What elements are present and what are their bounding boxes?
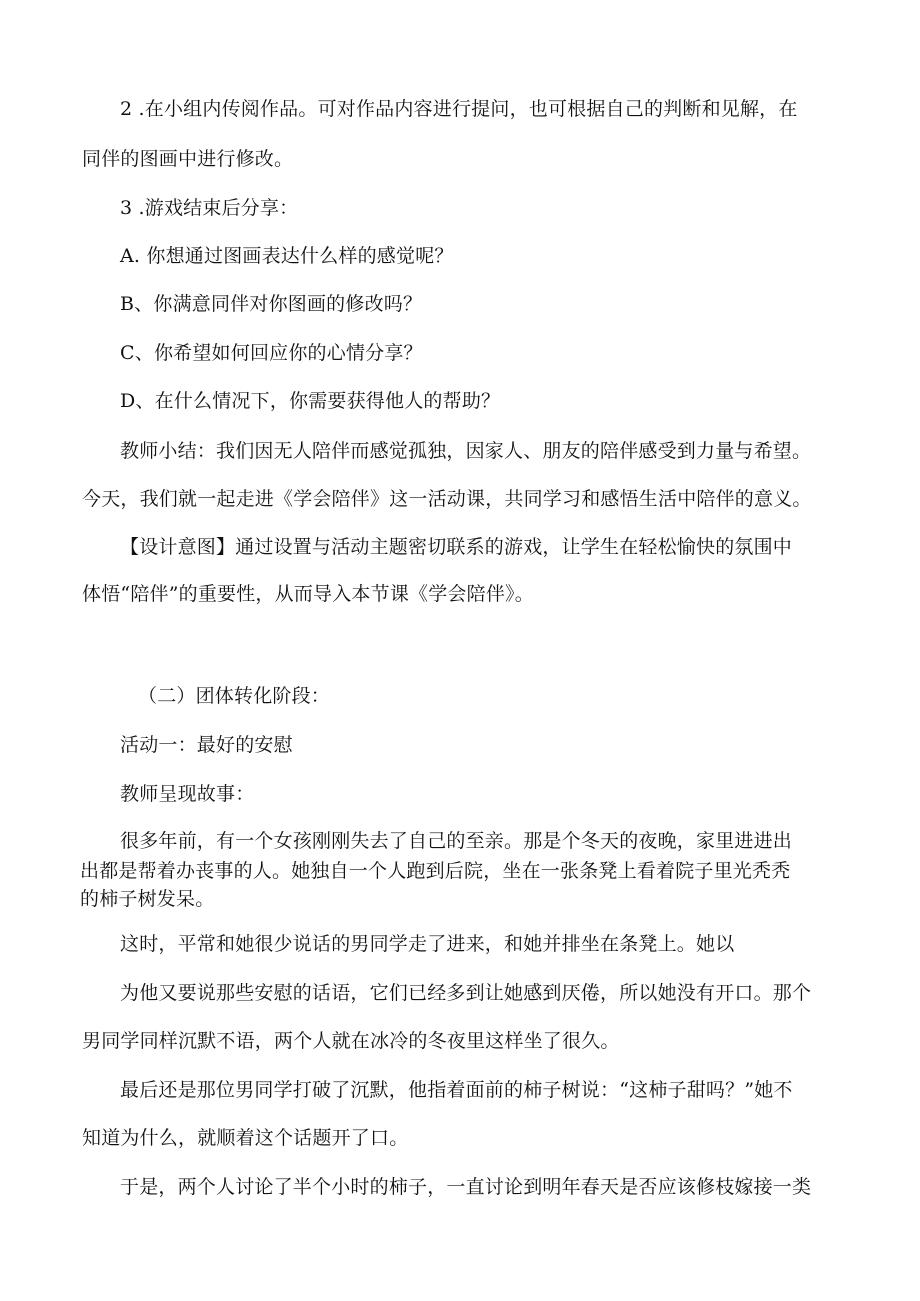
paragraph-line: 3 .游戏结束后分享： <box>120 197 299 219</box>
paragraph-line: D、在什么情况下，你需要获得他人的帮助？ <box>120 390 501 412</box>
paragraph-line: 于是，两个人讨论了半个小时的柿子，一直讨论到明年春天是否应该修枝嫁接一类 <box>120 1176 812 1198</box>
story-line: 出都是帮着办丧事的人。她独自一个人跑到后院，坐在一张条凳上看着院子里光秃秃 <box>80 860 791 882</box>
story-line: 很多年前，有一个女孩刚刚失去了自己的至亲。那是个冬天的夜晚，家里进进出 <box>120 830 793 852</box>
paragraph-line: 知道为什么，就顺着这个话题开了口。 <box>82 1127 409 1149</box>
paragraph-line: B、你满意同伴对你图画的修改吗？ <box>120 293 423 315</box>
story-line: 的柿子树发呆。 <box>80 888 215 910</box>
section-heading: （二）团体转化阶段： <box>138 685 331 707</box>
paragraph-line: A. 你想通过图画表达什么样的感觉呢？ <box>120 245 454 267</box>
paragraph-line: C、你希望如何回应你的心情分享？ <box>120 342 423 364</box>
paragraph-line: 同伴的图画中进行修改。 <box>82 148 294 170</box>
paragraph-line: 2 .在小组内传阅作品。可对作品内容进行提问，也可根据自己的判断和见解，在 <box>120 98 798 120</box>
paragraph-line: 这时，平常和她很少说话的男同学走了进来，和她并排坐在条凳上。她以 <box>120 933 735 955</box>
activity-title: 活动一：最好的安慰 <box>120 734 293 756</box>
paragraph-line: 最后还是那位男同学打破了沉默，他指着面前的柿子树说：“这柿子甜吗？”她不 <box>120 1079 793 1101</box>
paragraph-line: 男同学同样沉默不语，两个人就在冰冷的冬夜里这样坐了很久。 <box>82 1030 620 1052</box>
paragraph-line: 教师小结：我们因无人陪伴而感觉孤独，因家人、朋友的陪伴感受到力量与希望。 <box>120 440 812 462</box>
paragraph-line: 【设计意图】通过设置与活动主题密切联系的游戏，让学生在轻松愉快的氛围中 <box>120 536 793 558</box>
paragraph-line: 今天，我们就一起走进《学会陪伴》这一活动课，共同学习和感悟生活中陪伴的意义。 <box>82 488 812 510</box>
paragraph-line: 体悟“陪伴”的重要性，从而导入本节课《学会陪伴》。 <box>82 583 534 605</box>
paragraph-line: 为他又要说那些安慰的话语，它们已经多到让她感到厌倦，所以她没有开口。那个 <box>120 982 812 1004</box>
paragraph-line: 教师呈现故事： <box>120 783 255 805</box>
